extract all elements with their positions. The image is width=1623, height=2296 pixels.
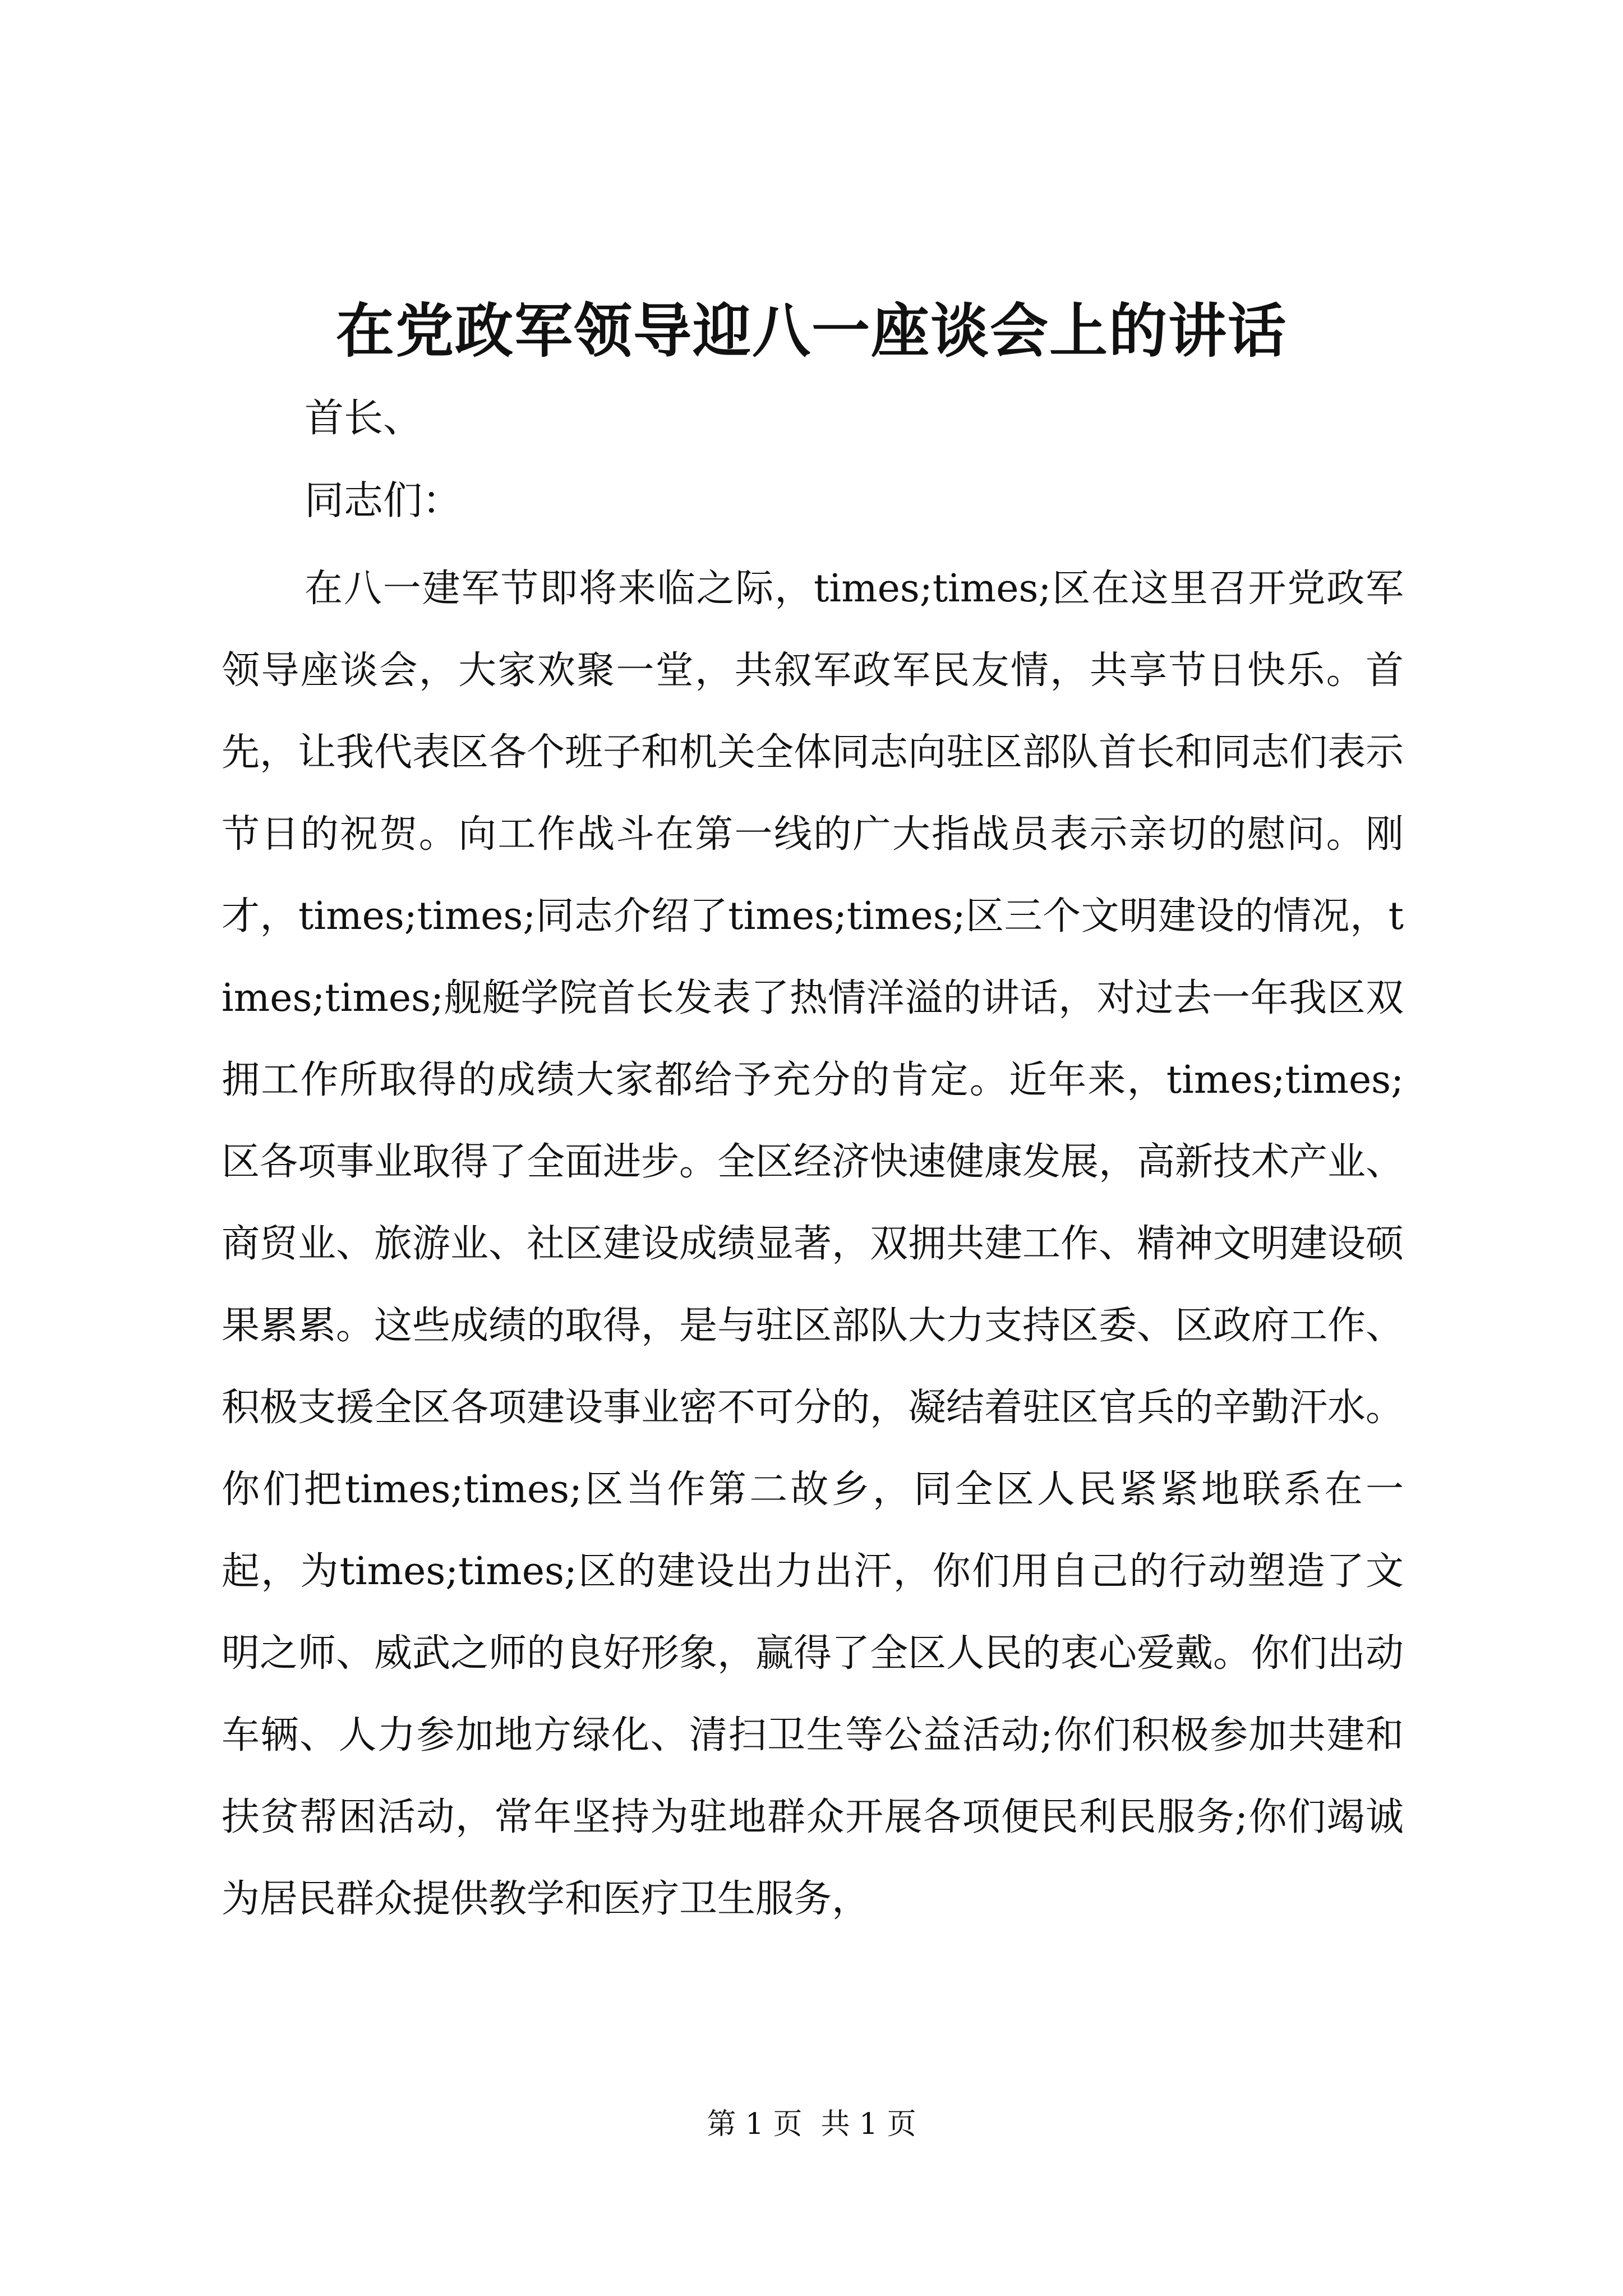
salutation-leaders: 首长、 bbox=[305, 395, 422, 441]
speech-paragraph: 在八一建军节即将来临之际，times;times;区在这里召开党政军领导座谈会，大家欢聚一堂，共叙军政军民友情，共享节日快乐。首先，让我代表区各个班子和机关全体同志向驻区部队首长和同志们表示节日的祝贺。向工作战斗在第一线的广大指战员表示亲切的慰问。刚才，times;times;同志介绍了times;times;区三个文明建设的情况，times;times;舰艇学院首长发表了热情洋溢的讲话，对过去一年我区双拥工作所取得的成绩大家都给予充分的肯定。近年来，times;times;区各项事业取得了全面进步。全区经济快速健康发展，高新技术产业、商贸业、旅游业、社区建设成绩显著，双拥共建工作、精神文明建设硕果累累。这些成绩的取得，是与驻区部队大力支持区委、区政府工作、积极支援全区各项建设事业密不可分的，凝结着驻区官兵的辛勤汗水。你们把times;times;区当作第二故乡，同全区人民紧紧地联系在一起，为times;times;区的建设出力出汗，你们用自己的行动塑造了文明之师、威武之师的良好形象，赢得了全区人民的衷心爱戴。你们出动车辆、人力参加地方绿化、清扫卫生等公益活动;你们积极参加共建和扶贫帮困活动，常年坚持为驻地群众开展各项便民利民服务;你们竭诚为居民群众提供教学和医疗卫生服务， bbox=[222, 567, 1404, 1921]
salutation-comrades: 同志们： bbox=[305, 477, 462, 523]
document-title: 在党政军领导迎八一座谈会上的讲话 bbox=[335, 296, 1287, 365]
page-number-footer: 第 1 页 共 1 页 bbox=[707, 2108, 916, 2141]
